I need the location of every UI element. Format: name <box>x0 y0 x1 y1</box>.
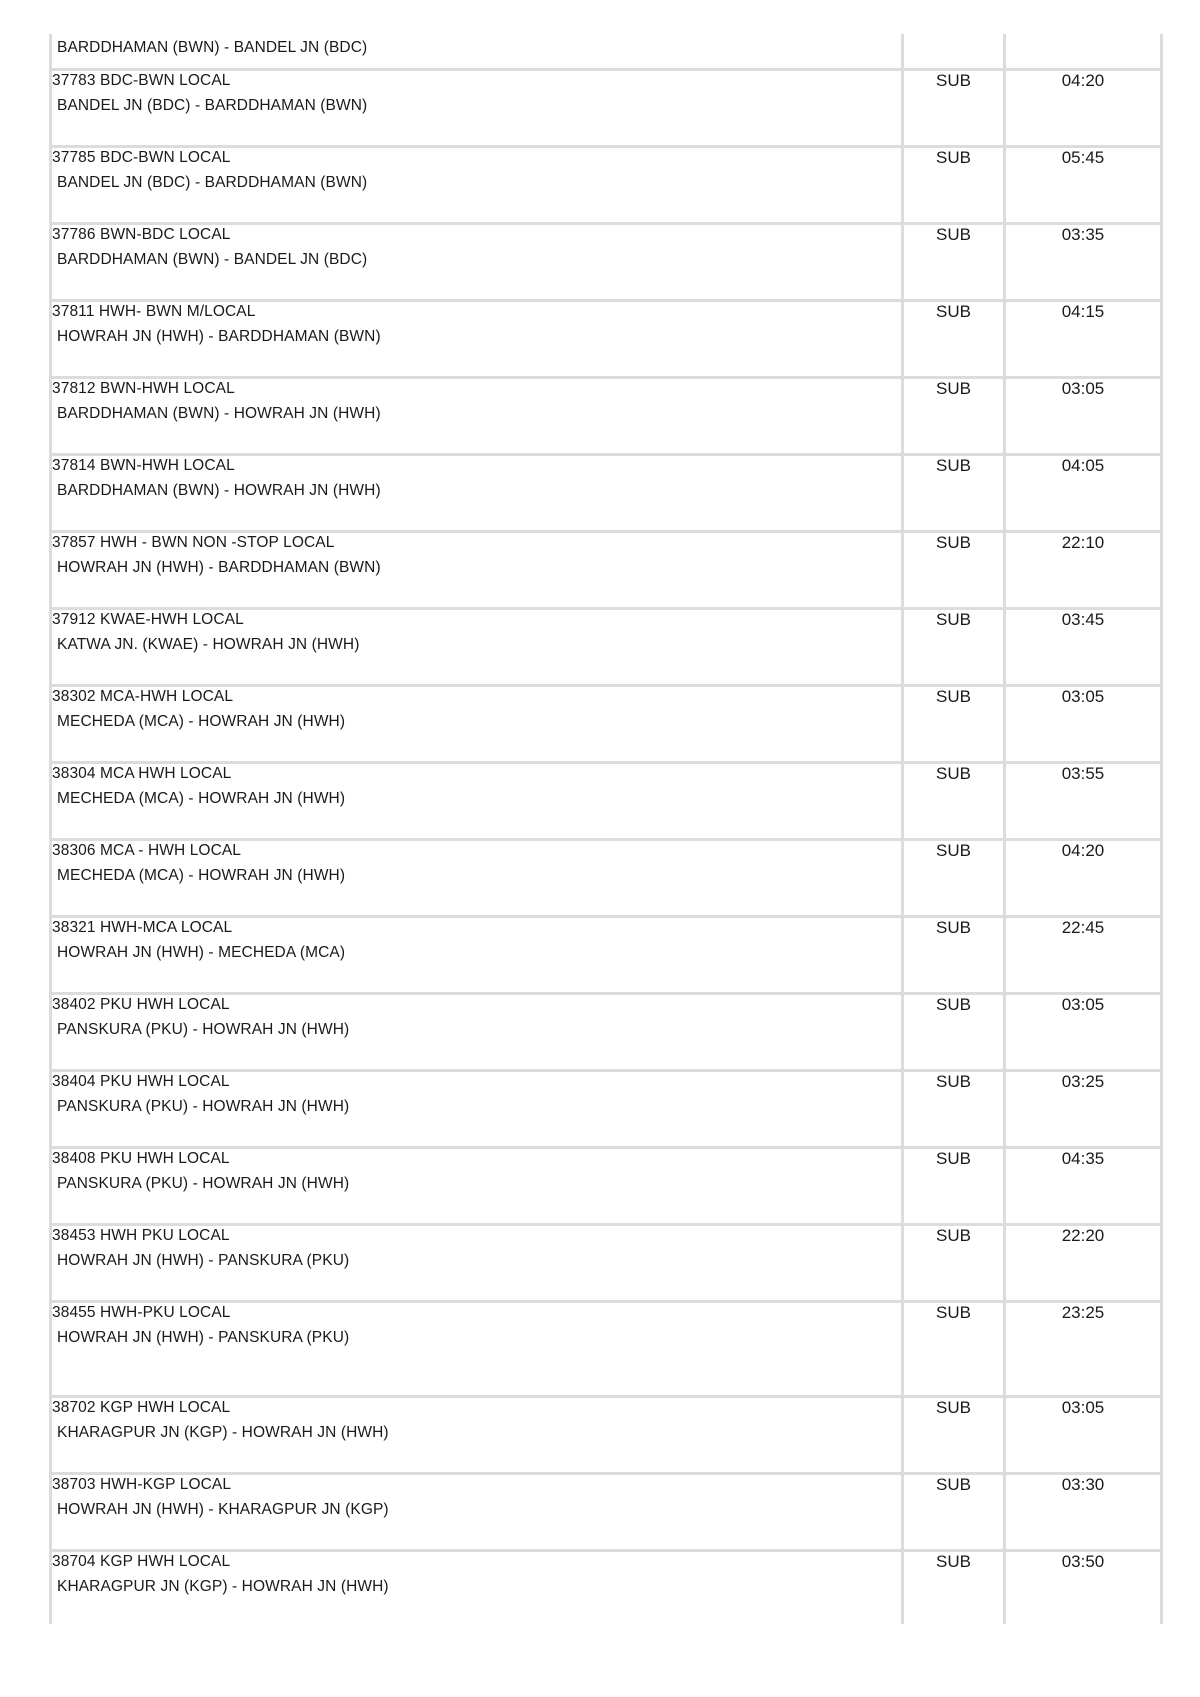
train-name: 37783 BDC-BWN LOCAL <box>52 71 231 89</box>
train-type: SUB <box>903 1224 1005 1301</box>
train-type: SUB <box>903 1070 1005 1147</box>
train-time: 03:05 <box>1005 685 1162 762</box>
train-route: MECHEDA (MCA) - HOWRAH JN (HWH) <box>57 866 346 884</box>
table-row <box>51 1473 1162 1550</box>
train-schedule-table <box>49 34 1163 1624</box>
train-schedule-body <box>51 34 1162 1624</box>
train-cell <box>51 993 903 1070</box>
train-route: PANSKURA (PKU) - HOWRAH JN (HWH) <box>57 1020 350 1038</box>
train-cell <box>51 916 903 993</box>
train-route: HOWRAH JN (HWH) - PANSKURA (PKU) <box>57 1328 350 1346</box>
train-route: KHARAGPUR JN (KGP) - HOWRAH JN (HWH) <box>57 1423 389 1441</box>
train-type: SUB <box>903 1550 1005 1624</box>
train-time: 04:05 <box>1005 454 1162 531</box>
train-cell <box>51 531 903 608</box>
train-route: BANDEL JN (BDC) - BARDDHAMAN (BWN) <box>57 96 368 114</box>
train-cell <box>51 1224 903 1301</box>
train-cell <box>51 1147 903 1224</box>
train-time <box>1005 34 1162 69</box>
train-route: PANSKURA (PKU) - HOWRAH JN (HWH) <box>57 1097 350 1115</box>
train-route: HOWRAH JN (HWH) - MECHEDA (MCA) <box>57 943 346 961</box>
train-route: BARDDHAMAN (BWN) - HOWRAH JN (HWH) <box>57 404 381 422</box>
train-name: 38453 HWH PKU LOCAL <box>52 1226 230 1244</box>
train-time: 03:50 <box>1005 1550 1162 1624</box>
table-row <box>51 1301 1162 1396</box>
train-name: 37857 HWH - BWN NON -STOP LOCAL <box>52 533 335 551</box>
train-cell <box>51 377 903 454</box>
train-time: 05:45 <box>1005 146 1162 223</box>
train-cell <box>51 608 903 685</box>
train-name: 37786 BWN-BDC LOCAL <box>52 225 231 243</box>
train-time: 04:15 <box>1005 300 1162 377</box>
table-row <box>51 839 1162 916</box>
train-name: 37912 KWAE-HWH LOCAL <box>52 610 244 628</box>
train-name: 38455 HWH-PKU LOCAL <box>52 1303 231 1321</box>
train-name: 38404 PKU HWH LOCAL <box>52 1072 230 1090</box>
train-time: 03:55 <box>1005 762 1162 839</box>
train-name: 38704 KGP HWH LOCAL <box>52 1552 231 1570</box>
train-type: SUB <box>903 69 1005 146</box>
train-cell <box>51 69 903 146</box>
train-type: SUB <box>903 1147 1005 1224</box>
train-route: HOWRAH JN (HWH) - PANSKURA (PKU) <box>57 1251 350 1269</box>
train-name: 38402 PKU HWH LOCAL <box>52 995 230 1013</box>
train-type: SUB <box>903 454 1005 531</box>
table-row <box>51 223 1162 300</box>
train-name: 38321 HWH-MCA LOCAL <box>52 918 233 936</box>
table-row <box>51 1396 1162 1473</box>
train-cell <box>51 1396 903 1473</box>
train-name: 38302 MCA-HWH LOCAL <box>52 687 234 705</box>
table-row <box>51 377 1162 454</box>
train-time: 03:05 <box>1005 377 1162 454</box>
train-cell <box>51 1070 903 1147</box>
train-name: 38408 PKU HWH LOCAL <box>52 1149 230 1167</box>
train-route: BANDEL JN (BDC) - BARDDHAMAN (BWN) <box>57 173 368 191</box>
table-row <box>51 1550 1162 1624</box>
train-type: SUB <box>903 1473 1005 1550</box>
train-time: 22:10 <box>1005 531 1162 608</box>
train-cell <box>51 839 903 916</box>
train-name: 37785 BDC-BWN LOCAL <box>52 148 231 166</box>
train-route: HOWRAH JN (HWH) - BARDDHAMAN (BWN) <box>57 558 381 576</box>
train-name: 37814 BWN-HWH LOCAL <box>52 456 235 474</box>
train-time: 03:30 <box>1005 1473 1162 1550</box>
train-time: 03:35 <box>1005 223 1162 300</box>
train-time: 03:45 <box>1005 608 1162 685</box>
table-row <box>51 608 1162 685</box>
train-name: 38306 MCA - HWH LOCAL <box>52 841 242 859</box>
train-cell <box>51 300 903 377</box>
table-row <box>51 762 1162 839</box>
train-time: 03:05 <box>1005 993 1162 1070</box>
train-name: 38702 KGP HWH LOCAL <box>52 1398 231 1416</box>
train-cell <box>51 1301 903 1396</box>
train-time: 03:05 <box>1005 1396 1162 1473</box>
train-route: PANSKURA (PKU) - HOWRAH JN (HWH) <box>57 1174 350 1192</box>
train-name: 37812 BWN-HWH LOCAL <box>52 379 235 397</box>
train-route: BARDDHAMAN (BWN) - BANDEL JN (BDC) <box>57 39 368 56</box>
table-row <box>51 69 1162 146</box>
train-cell <box>51 454 903 531</box>
train-type: SUB <box>903 377 1005 454</box>
train-name: 37811 HWH- BWN M/LOCAL <box>52 302 256 320</box>
table-row <box>51 300 1162 377</box>
train-time: 03:25 <box>1005 1070 1162 1147</box>
train-cell <box>51 146 903 223</box>
train-cell <box>51 762 903 839</box>
train-type <box>903 34 1005 69</box>
train-type: SUB <box>903 1396 1005 1473</box>
train-cell <box>51 223 903 300</box>
train-name: 38703 HWH-KGP LOCAL <box>52 1475 232 1493</box>
train-time: 22:20 <box>1005 1224 1162 1301</box>
table-row <box>51 1070 1162 1147</box>
train-time: 04:20 <box>1005 839 1162 916</box>
train-route: MECHEDA (MCA) - HOWRAH JN (HWH) <box>57 789 346 807</box>
train-name: 38304 MCA HWH LOCAL <box>52 764 232 782</box>
train-type: SUB <box>903 1301 1005 1396</box>
train-type: SUB <box>903 916 1005 993</box>
train-route: KATWA JN. (KWAE) - HOWRAH JN (HWH) <box>57 635 360 653</box>
table-row <box>51 916 1162 993</box>
train-time: 04:20 <box>1005 69 1162 146</box>
train-route: BARDDHAMAN (BWN) - BANDEL JN (BDC) <box>57 250 368 268</box>
train-cell <box>51 685 903 762</box>
train-route: MECHEDA (MCA) - HOWRAH JN (HWH) <box>57 712 346 730</box>
table-row <box>51 993 1162 1070</box>
train-type: SUB <box>903 839 1005 916</box>
table-row <box>51 531 1162 608</box>
train-type: SUB <box>903 608 1005 685</box>
train-type: SUB <box>903 993 1005 1070</box>
train-time: 22:45 <box>1005 916 1162 993</box>
train-route: BARDDHAMAN (BWN) - HOWRAH JN (HWH) <box>57 481 381 499</box>
train-route: HOWRAH JN (HWH) - KHARAGPUR JN (KGP) <box>57 1500 389 1518</box>
train-cell <box>51 34 903 69</box>
table-row <box>51 1147 1162 1224</box>
train-time: 23:25 <box>1005 1301 1162 1396</box>
train-type: SUB <box>903 223 1005 300</box>
train-time: 04:35 <box>1005 1147 1162 1224</box>
train-type: SUB <box>903 146 1005 223</box>
train-type: SUB <box>903 762 1005 839</box>
train-route: KHARAGPUR JN (KGP) - HOWRAH JN (HWH) <box>57 1577 389 1595</box>
table-row <box>51 1224 1162 1301</box>
table-row <box>51 454 1162 531</box>
train-type: SUB <box>903 685 1005 762</box>
train-route: HOWRAH JN (HWH) - BARDDHAMAN (BWN) <box>57 327 381 345</box>
train-type: SUB <box>903 531 1005 608</box>
table-row <box>51 34 1162 69</box>
table-row <box>51 685 1162 762</box>
train-cell <box>51 1473 903 1550</box>
table-row <box>51 146 1162 223</box>
train-type: SUB <box>903 300 1005 377</box>
train-cell <box>51 1550 903 1624</box>
